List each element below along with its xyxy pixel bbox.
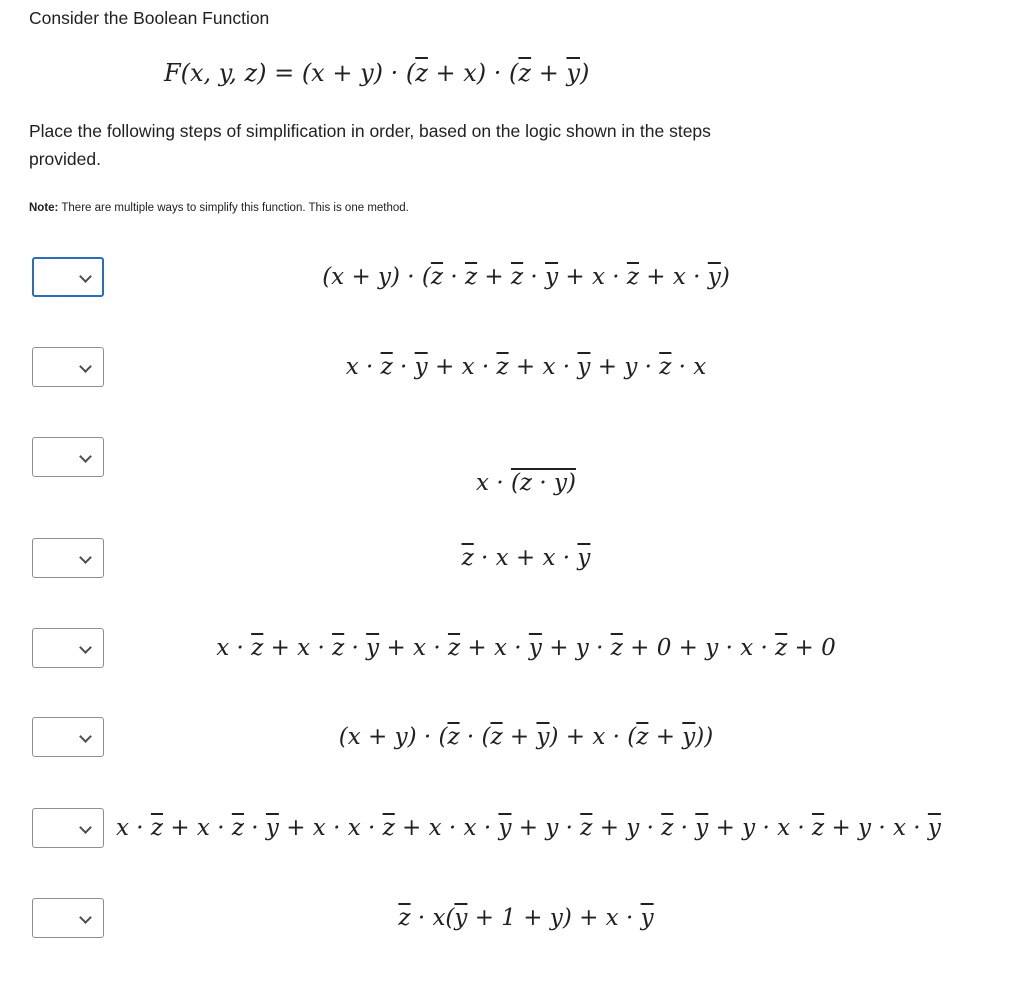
step-row-6 bbox=[0, 717, 1012, 757]
step-row-3 bbox=[0, 437, 1012, 496]
function-expression: F(x, y, $z) = (x + y) \cdot (\overline{z} + x) \cdot (\overline{z} + \overline{y})$ bbox=[164, 59, 590, 87]
order-select-7[interactable] bbox=[32, 808, 104, 848]
step-row-8 bbox=[0, 898, 1012, 938]
intro-text: Consider the Boolean Function bbox=[29, 8, 270, 28]
step-row-1 bbox=[0, 257, 1012, 297]
step-row-7 bbox=[0, 808, 1012, 848]
chevron-down-icon bbox=[79, 821, 92, 834]
step-expression-6: $(x + y) \cdot (\overline{z} \cdot (\overline{z} + \overline{y}) + x \cdot (\overline{z} + \overline{y}))$ bbox=[338, 724, 714, 750]
instruction-text: Place the following steps of simplification in order, based on the logic shown in the steps provided. bbox=[29, 121, 711, 169]
step-expression-8: $\overline{z} \cdot x(\overline{y} + 1 + y) + x \cdot \overline{y}$ bbox=[398, 905, 654, 931]
step-row-2 bbox=[0, 347, 1012, 387]
step-expression-2: $x \cdot \overline{z} \cdot \overline{y} + x \cdot \overline{z} + x \cdot \overline{y} + y \cdot \overline{z} \cdot x$ bbox=[345, 354, 707, 380]
chevron-down-icon bbox=[79, 450, 92, 463]
step-expression-5: $x \cdot \overline{z} + x \cdot \overline{z} \cdot \overline{y} + x \cdot \overline{z} + x \cdot \overline{y} + y \cdot \overline{z} + 0 + y \cdot x \cdot \overline{z} + 0$ bbox=[216, 635, 836, 661]
step-row-5 bbox=[0, 628, 1012, 668]
note bbox=[29, 200, 409, 216]
step-expression-1: $(x + y) \cdot (\overline{z} \cdot \overline{z} + \overline{z} \cdot \overline{y} + x \cdot \overline{z} + x \cdot \overline{y})$ bbox=[322, 264, 730, 290]
step-expression-4: $\overline{z} \cdot x + x \cdot \overline{y}$ bbox=[461, 545, 591, 571]
note-text: There are multiple ways to simplify this function. This is one method. bbox=[58, 202, 409, 214]
note-label: Note: bbox=[29, 202, 59, 214]
step-row-4 bbox=[0, 538, 1012, 578]
step-expression-7: $x \cdot \overline{z} + x \cdot \overline{z} \cdot \overline{y} + x \cdot x \cdot \overline{z} + x \cdot x \cdot \overline{y} + y \cdot \overline{z} + y \cdot \overline{z} \cdot \overline{y} + y \cdot x \cdot \overline{z} + y \cdot x \cdot \overline{y}$ bbox=[116, 815, 941, 841]
step-expression-3: x · (z · y) bbox=[476, 470, 576, 496]
